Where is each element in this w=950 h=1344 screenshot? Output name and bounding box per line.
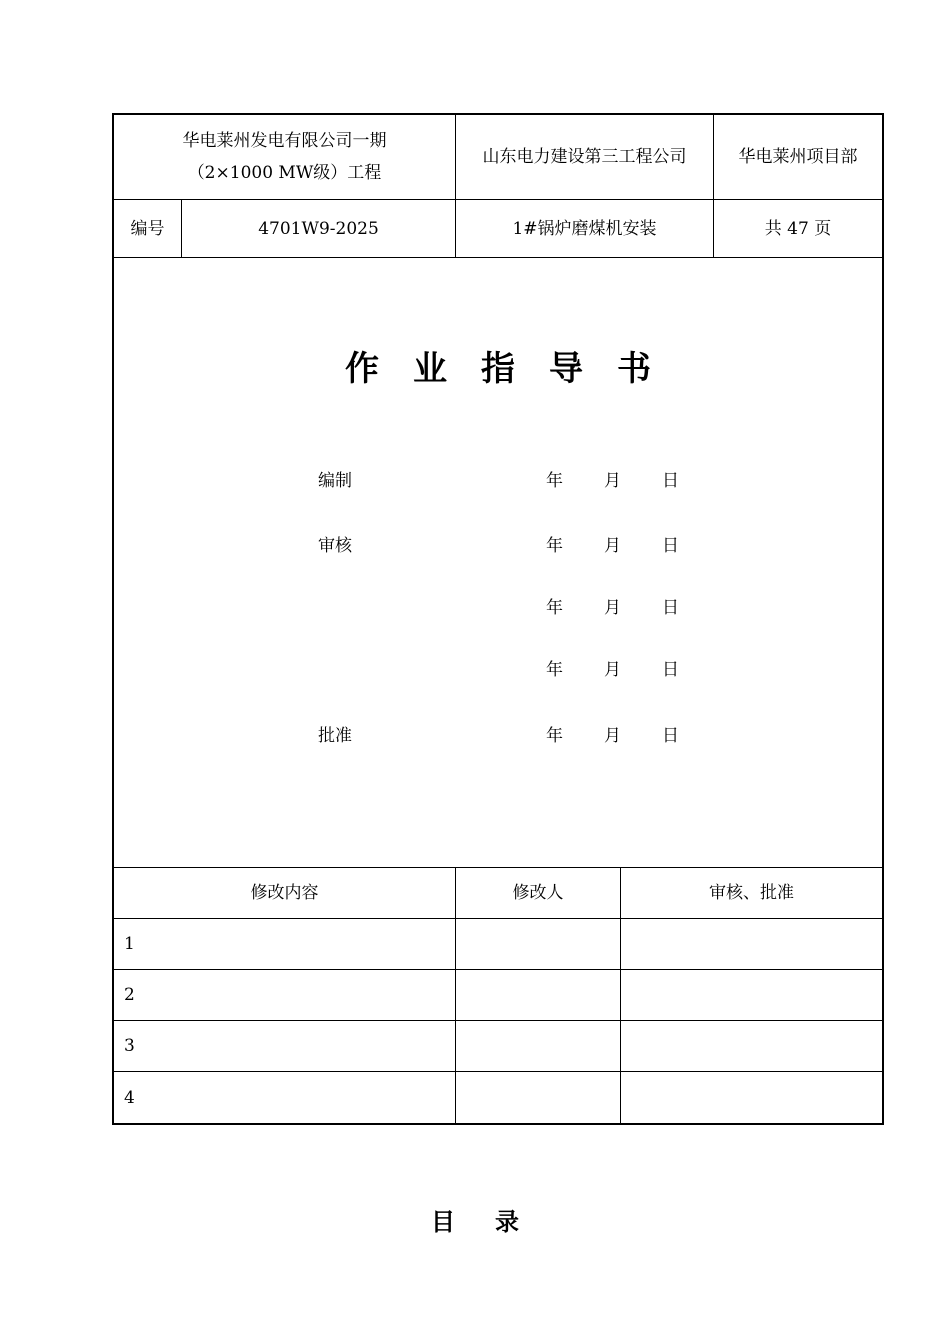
revision-header-author: 修改人 bbox=[512, 883, 564, 903]
contractor-name: 山东电力建设第三工程公司 bbox=[482, 147, 687, 167]
signature-year: 年 bbox=[546, 471, 563, 491]
signature-day: 日 bbox=[662, 726, 679, 746]
code-value: 4701W9-2025 bbox=[258, 218, 379, 239]
code-label: 编号 bbox=[130, 218, 165, 239]
signature-label-reviewed: 审核 bbox=[318, 536, 352, 556]
table-row: 1 bbox=[124, 934, 135, 954]
signature-year: 年 bbox=[546, 598, 563, 618]
signature-label-prepared: 编制 bbox=[318, 471, 352, 491]
signature-label-approved: 批准 bbox=[318, 726, 352, 746]
project-name bbox=[114, 115, 455, 199]
toc-title: 目录 bbox=[431, 1208, 559, 1236]
signature-day: 日 bbox=[662, 660, 679, 680]
table-row: 2 bbox=[124, 985, 135, 1005]
signature-month: 月 bbox=[604, 726, 621, 746]
signature-year: 年 bbox=[546, 726, 563, 746]
cover-sheet bbox=[112, 113, 884, 1125]
signature-day: 日 bbox=[662, 471, 679, 491]
revision-header-approval: 审核、批准 bbox=[709, 883, 794, 903]
table-row: 3 bbox=[124, 1036, 135, 1056]
signature-month: 月 bbox=[604, 598, 621, 618]
revision-header-content: 修改内容 bbox=[250, 883, 319, 903]
table-row: 4 bbox=[124, 1087, 135, 1108]
page-count: 共 47 页 bbox=[764, 218, 832, 239]
department-name: 华电莱州项目部 bbox=[738, 147, 858, 167]
signature-month: 月 bbox=[604, 536, 621, 556]
signature-day: 日 bbox=[662, 536, 679, 556]
document-subject: 1#锅炉磨煤机安装 bbox=[512, 218, 657, 239]
signature-year: 年 bbox=[546, 536, 563, 556]
document-title: 作业指导书 bbox=[345, 349, 685, 389]
rule bbox=[114, 257, 882, 258]
signature-month: 月 bbox=[604, 660, 621, 680]
signature-day: 日 bbox=[662, 598, 679, 618]
project-line-1: 华电莱州发电有限公司一期 bbox=[182, 131, 387, 151]
signature-month: 月 bbox=[604, 471, 621, 491]
signature-year: 年 bbox=[546, 660, 563, 680]
project-line-2: （2×1000 MW级）工程 bbox=[187, 163, 382, 183]
